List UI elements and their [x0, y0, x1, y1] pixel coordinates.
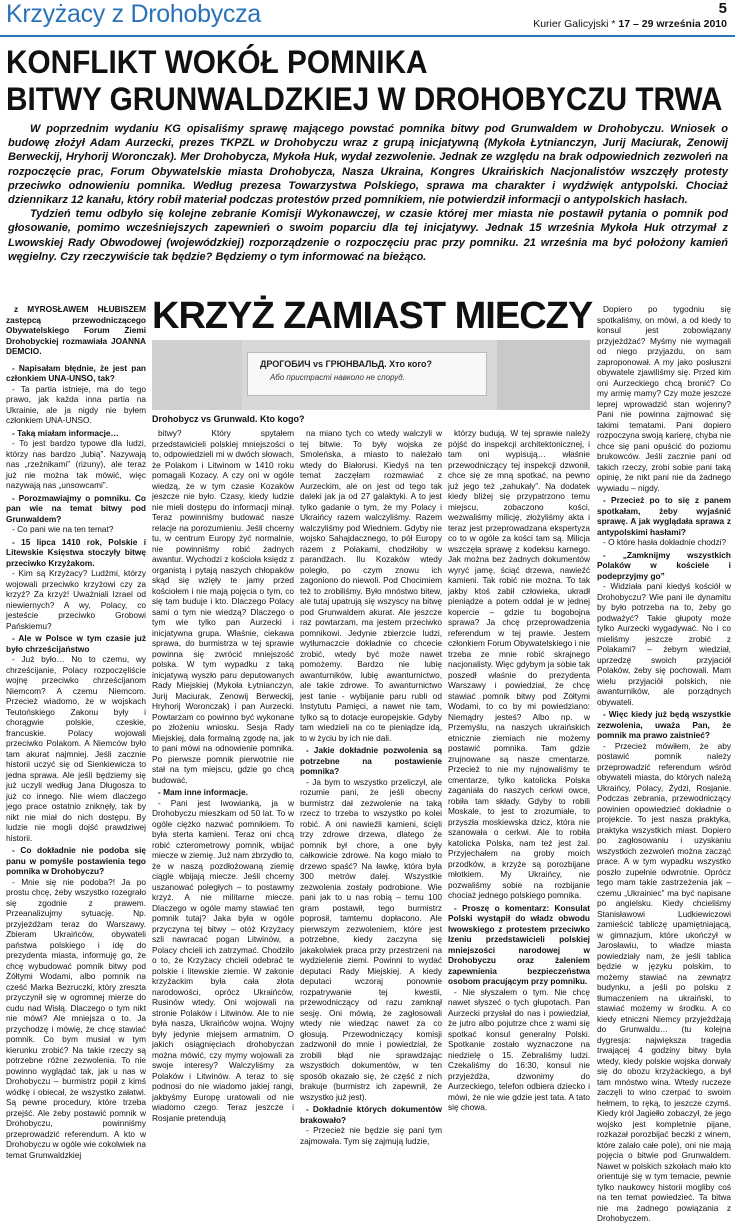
- article-column-5: [597, 304, 731, 1223]
- question: - Więc kiedy już będą wszystkie zezwolenia, uważa Pan, że pomnik ma prawo zaistnieć?: [597, 709, 731, 740]
- paragraph: - Nie słyszałem o tym. Nie chcę nawet słyszeć o tych głupotach. Pan Aurzecki przysłał do nas i powiedział, że jutro albo pojutrze chce z wami się spotkać konsul generalny Polski. Spotkanie zostało wyznaczone na niedzielę o 15. Zebraliśmy ludzi. Czekaliśmy do 16:30, konsul nie przyjeżdża, dzwonimy do Aurzeckiego, telefon odbiera dziecko i mówi, że nie wie gdzie jest tata. A tato się chowa.: [448, 986, 590, 1112]
- answer: - Mnie się nie podoba?! Ja po prostu chcę, żeby wszystko rozegrało się zgodnie z prawem. Przeanalizujmy sytuację. Np. przyjeżdżam teraz do Warszawy. Zbieram Ukraińców, obywateli państwa polskiego i idę do prezydenta miasta, informuję go, że chcę wybudować pomnik bitwy pod Żółtymi Wodami, albo pomnik na cześć Marka Bezruczki, który zreszta przyczynił się w ogromnej mierze do cudu nad Wisłą. Dlaczego o tym nikt nie mówi? Ale mniejsza o to. Ja przychodzę i mówię, że chcę stawiać pomnik. Co bym musiał w tym kierunku zrobić? Na takie rzeczy są potrzebne różne zezwolenia. To nie powinno wyglądać tak, jak u nas w Drohobyczu – burmistrz popił z kimś wódkę i obiecał, że wszystko załatwi. Są pewne procedury, które trzeba przejść. Ale żeby postawić pomnik w Drohobyczu, powinniśmy przeprowadzić referendum. A kto w Drohobyczu w ogóle wie cokolwiek na temat Grunwaldzkiej: [6, 876, 146, 1160]
- section-title: Krzyżacy z Drohobycza: [6, 0, 261, 28]
- article-column-3: [300, 428, 442, 1146]
- page-number: 5: [718, 0, 727, 17]
- headline-line-1: KONFLIKT WOKÓŁ POMNIKA: [6, 44, 428, 80]
- banner-subtext: Або пристрасті навколо не споруд.: [270, 373, 405, 382]
- headline: [6, 44, 723, 118]
- question: - Taką miałam informacje…: [12, 427, 119, 438]
- lead-p1: W poprzednim wydaniu KG opisaliśmy sprawę mającego powstać pomnika bitwy pod Grunwaldem w Drohobyczu. Wniosek o budowę złożył Adam Aurzecki, prezes TKPZL w Drohobyczu wraz z grupą inicjatywną (Mykoła Łytnianczyn, Jurij Maciurak, Zenowij Berweckij, Hryhorij Woronczak). Mer Drohobycza, Mykoła Huk, wydał zezwolenie. Jednak ze względu na brak odpowiednich zezwoleń na rozpoczęcie prac, Forum Obywatelskie miasta Drohobycza, Nasza Ukraina, Kongres Ukraińskich Nacjonalistów wszczęły protesty przeciwko odnowieniu pomnika. Według prezesa Towarzystwa Polskiego, sprawa ma charakter i wydźwięk antypolski. Chociaż dziennikarz 12 kanału, który robił materiał podczas protestów przed pomnikiem, nie potwierdził informacji o antypolskich hasłach.: [8, 123, 728, 207]
- article-column-1: [6, 304, 146, 1160]
- page-header: [0, 0, 735, 38]
- paragraph: - Pani jest Iwowianką, ja w Drohobyczu mieszkam od 50 lat. To w ogóle ciężko nazwać pomnikiem. To była sterta kamieni. Teraz oni chcą robić czterometrowy pomnik, wbijać miecze w ziemię. Już nam zbrzydło to, że w naszą pozdłożowaną ziemię ciągle wbijają miecze. Jeśli chcemy uszanować poległych – to postawmy krzyż. A nie militarne miecze. Dlaczego w ogóle mamy stawiać ten pomnik tutaj? Jaka była w ogóle przyczyna tej bitwy – otóż Krzyżacy szli nawracać pogan Litwinów, a Polacy chcieli ich zatrzymać. Chodziło o to, że Krzyżacy chcieli odebrać te polskie i litewskie ziemie. W zakonie krzyżackim była cała złota narodowości, oprócz Ukraińców, Rusinów wtedy. Oni wojowali na stronie Polaków i Litwinów. Ale to nie była nasza, Ukraińców wojna. Wojny były jedynie miejsem armatnim. O jakich osiągnięciach drohobyczan można mówić, czy mymy wojowali za swoje interesy? Walczyliśmy za Polaków i Litwinów. A teraz to się podnosi do nie wiadomo jakiej rangi, jakbyśmy Europę uratowali od nie wiadomo czego. Teraz jeszcze i Rosjanie pretendują: [152, 797, 294, 1123]
- answer: - Kim są Krzyżacy? Ludźmi, którzy wojowali przeciwko krzyżowi czy za krzyż? Za krzyż! Uważniali Izrael od niewiernych? A wy, Polacy, co jesteście przeciwko Grobowi Pańskiemu?: [6, 568, 146, 631]
- question: - Ale w Polsce w tym czasie już było chrześcijaństwo: [6, 633, 146, 654]
- question: - „Zamknijmy wszystkich Polaków w kościele i podeprzyjmy go”: [597, 549, 731, 581]
- question: - Co dokładnie nie podoba się panu w pomyśle postawienia tego pomnika w Drohobyczu?: [6, 845, 146, 876]
- lead-p2: Tydzień temu odbyło się kolejne zebranie Komisji Wykonawczej, w czasie której mer miasta nie postawił pytania o pomnik pod głosowanie, pomimo wcześniejszych zapewnień o swoim poparciu dla tej inicjatywy. Jednak 15 września Mykoła Huk otrzymał z Lwowskiej Rady Obwodowej (wojewódzkiej) rozporządzenie o rozpoczęciu prac przy pomniku. 21 września ma być położony kamień węgielny. Czy rzeczywiście tak będzie? Będziemy o tym informować na bieżąco.: [8, 208, 728, 263]
- photo-caption: Drohobycz vs Grunwald. Kto kogo?: [152, 414, 305, 424]
- paragraph: - Ja bym to wszystko przeliczył, ale rozumie pani, że jeśli obecny burmistrz dał zezwolenie na taką rzecz to trzeba to wszystko po kolei robić. A oni nawieźli kamieni, ścięli trzy zdrowe drzewa, dlatego że pomnik był chore, a one były całkowicie zdrowe. Na kogo miało to drzewo spaść? Na ławkę, która była 300 metrów dalej. Wszystkie zezwolenia zostały podrobione. Wie pani jak to u nas robią – temu 100 gram postawił, tego burmistrz poprosił, tamtemu dopłacono. Ale pierwszym zezwoleniem, które jest potrzebne, kiedy zaczyna się jakakolwiek praca przy przestrzeni na wydzielenie ziemi. Powinni to wydać deputaci Rady Miejskiej. A kiedy deputaci wczoraj ponownie rozpatrywanie tej kwestii, przewodniczący od razu zamknął sesję. Oni mówią, że zagłosowali wtedy nie wiedząc nawet za co głosują. Przewodniczący komisji zadzwonił do mnie i powiedział, że zrobili błąd nie sprawdzając wszystkich dokumentów, w ten sposób okazało się, że część z nich brakuje (burmistrz ich zapewnił, że wszystko już jest).: [300, 776, 442, 1102]
- issue-date: 17 – 29 września 2010: [618, 18, 727, 30]
- question: - Mam inne informacje.: [158, 787, 248, 797]
- question: - Napisałam błędnie, że jest pan członkiem UNA-UNSO, tak?: [6, 362, 146, 383]
- article-photo: [152, 340, 590, 410]
- header-rule: [0, 35, 735, 37]
- answer: - To jest bardzo typowe dla ludzi, którzy nas bardzo „lubią”. Nazywają nas „rzeźnikami” (rizuny), ale teraz już nie można tak mówić, więc nazywają nas „unsowcami”.: [6, 438, 146, 490]
- article-column-4: [448, 428, 590, 1112]
- question: - 15 lipca 1410 rok, Polskie i Litewskie Księstwa stoczyły bitwę przeciwko Krzyżakom.: [6, 536, 146, 568]
- answer: - Przecież mówiłem, że aby postawić pomnik należy przeprowadzić referendum wśród obywateli miasta, do których należą Ukraińcy, Polacy, Żydzi, Rosjanie. Podczas zebrania, przewodniczący powinien opowiedzieć dokładnie o projekcie. To jest nasza praktyka, praktyka wszystkich miast. Dopiero po zagłosowaniu i uzyskaniu wszystkich zezwoleń można zacząć prace. A w tym wypadku wszystko poszło zupełnie odwrotnie. Oprócz tego mam takie zastrzeżenia jak – czemu „Ukrainiec” ma być napisane po angielsku. Kiedy chcieliśmy Stanisławowi Ludkiewiczowi zamieścić tabliczę upamiętniającą, w gimnazjum, które ukończył w Jarosławiu, to władze miasta powiedziały nam, że jeśli tablica będzie w języku polskim, to możemy stawiać na zewnątrz budynku, a jeśli po polsku z tłumaczeniem na ukraiński, to stawiać możemy w środku. A co kiedy etniczni Niemcy przyjeżdżają do Grunwaldu… (tu kolejna dygresja: największa tragedia trwającej 4 godziny bitwy była wtedy, kiedy polskie wojska dorwały się do obozu krzyżackiego, a był tam mnóstwo wina. Wtedy ruczeze zaczęli to wino czerpać to swoim hełmem, to ręką, to jeszcze czymś. Kiedy król Jagiełło zobaczył, że jego wojsko jest kompletnie pijane, rozkazał porozbijać beczki z winem, które zalało całe pole), oni nie mają pojęcia o bitwie pod Grunwaldem. Nawet w polskich szkołach mało kto orientuje się w tym temacie, pewnie tylko naukowcy historii mogliby coś na ten temat powiedzieć. Ta bitwa nie ma żadnego powiązania z Drohobyczem.: [597, 740, 731, 1223]
- answer: - Ta partia istnieje, ma do tego prawo, jak każda inna partia na Ukrainie, ale ja nigdy nie byłem członkiem UNA-UNSO.: [6, 383, 146, 425]
- paragraph: którzy budują. W tej sprawie należy pójść do inspekcji architektonicznej, i tam oni wypisują… właśnie przewodniczący tej inspekcji dzwonił, chce się ze mną spotkać, na pewno już jego też „zahukały”. Na dodatek kiedy bliżej się przypatrzono temu miejscu, zobaczono kości, wezwaliśmy milicję, złożyliśmy akta i teraz jest przeprowadzana ekspertyza co to w ogóle za kości tam są. Milicja wszczęła sprawę z kodeksu karnego. Jak można bez żadnych dokumentów wyryć jamę, ściąć drzewa, nawieźć kamieni. Tak robić nie można. To tak jakby ktoś zabił człowieka, ukradł pieniądze a potem oddał je w jednej kopercie – gdzie tu bogobojna sprawa? Ja chcę przeprowadzenia referendum w tej prawie. Jestem członkiem Forum Obywatelskiego i nie trzeba ze mnie robić skrajnego nacjonalisty. Więc gdybym ja sobie tak poszedł właśnie do prezydenta Warszawy i powiedział, że chcę stawiać pomnik bitwy pod Żółtymi Wodami, to co by mi powiedziano: Niemądry jesteś? Albo np. w Przemyślu, na naszych ukraińskich etnicznie ziemiach nie możemy postawić pomnika. Tam gdzie zrujnowane są nasze cmentarze. Przecież to nie my rujnowaliśmy te cmentarze, tylko katolicka Polska zaganiała do naszych cerkwi owce, robiła tam składy. Gdyby to robili Moskale, to jest to zrozumiałe, to przyszła moskiewska dzicz, która nie szanowała o cerkwi. Ale to robiła katolicka Polska, nam też jest żal. Przyjechałem na groby moich przodków, a krzyże są porozbijane młotkiem. My Ukraińcy, nie pozwaliśmy sobie na rozbijanie chociaż jednego polskiego pomnika.: [448, 428, 590, 900]
- answer: - Co pani wie na ten temat?: [12, 524, 114, 534]
- paragraph: Dopiero po tygodniu się spotkaliśmy, on mówi, a od kiedy to konsul jest zobowiązany przyjeżdżać? Myśmy nie wymagali od niego przyjazdu, on sam zaproponował. A my jako posłuszni obywatele zjawiliśmy się. Przed kim oni Aurzeckiego chcą bronić? Co my armię mamy? Czy może jeszcze leprej wprowadzić stan wojenny? Pani nie powinna zajmować się takimi tematami. Pani dopiero rozpoczyna swoją karierę, chyba nie chce się pani opuścić do poziomu brukowców. Jeśli zacznie pani od takich rzeczy, zrobi sobie pani taką opinię, że nikt pani nie da żadnego wywiadu – nigdy.: [597, 304, 731, 493]
- answer: - Już było… No to czemu, wy chrześcijanie, Polacy rozpoczęliście wojnę przeciwko chrześcijanom Niemcom? A czemu Niemcom. Przecież wiadomo, że w wojskach Teutońskiego Zakonu były i chorągwie polskie, czeskie, francuskie. Polacy wojowali przeciwko Polakom. A Niemców było tam akurat najmniej. Jeśli zacznie historii uczyć się od Sienkiewicza to jedna sprawa. Ale jeśli będziemy się już uczyli według Jana Długosza to już co innego. Nie wiem dlaczego jego prace ostatnio zniknęły, tak by nikt nie miał do nich dostępu. By ludzie nie mogli dojść prawdziwej historii.: [6, 654, 146, 843]
- issue-line: Kurier Galicyjski * 17 – 29 września 2010: [533, 18, 727, 30]
- article-column-2: [152, 428, 294, 1123]
- lead-paragraph: [8, 122, 728, 264]
- answer: - Widziała pani kiedyś kościół w Drohobyczu? Wie pani ile dynamitu by było potrzeba na to, żeby go podważyć? Takie głupoty może tylko Aurzecki wygadywać. No i co mieliśmy jeszcze zrobić z Polakami? – żebym wiedział, uprzedzę swoich przyjaciół Polaków, żeby się pochowali. Mam wielu przyjaciół polskich, nie awanturników, ale porządnych obywateli.: [597, 581, 731, 707]
- question: - Jakie dokładnie pozwolenia są potrzebne na postawienie pomnika?: [300, 745, 442, 776]
- interview-intro: z MYROSŁAWEM HŁUBISZEM zastępcą przewodniczącego Obywatelskiego Forum Ziemi Drohobyckiej rozmawiała JOANNA DEMCIO.: [6, 304, 146, 356]
- question: - Przecież po to się z panem spotkałam, żeby wyjaśnić sprawę. A jak wyglądała sprawa z antypolskimi hasłami?: [597, 495, 731, 537]
- article-subhead: KRZYŻ ZAMIAST MIECZY: [152, 295, 593, 337]
- paragraph: bitwy? Który spytałem przedstawicieli polskiej mniejszości o to, odpowiedzieli mi w dwóch słowach, że Polakom i Litwinom w 1410 roku pomagali Kozacy. A czy oni w ogóle wiedzą, że w tym czasie Kozaków jeszcze nie było. Czasy, kiedy ludzie nie mieli dostępu do informacji minął. Teraz powinniśmy budować nasze relacje na porozumieniu. Jeśli chcemy tu, w centrum Europy żyć normalnie, nie powinniśmy robić żadnych awantur. Wychodzi z kościoła księdz z organistą i pytają naszych chłopaków skąd się wzięły te jamy przed kościołem i nie mają pojęcia o tym, co się tam buduje i kto. Dlaczego Polacy sami o tym nie wiedzą? Dlaczego o tym wie tylko pan Aurzecki i inicjatywna grupa. Właśnie, ciekawa sprawa, do burmistrza w tej sprawie powinna się zwrócić mniejszość polska. W tym wypadku z taką inicjatywą wyszło paru deputowanych Rady Miejskiej (Mykoła Łytnianczyn, Jurij Maciurak, Zenowij Berweckij, Hryhorij Woronczak) i pan Aurzecki. Powtarzam co powinno być wykonane po złożeniu wniosku. Sesja Rady Miejskiej, dała formalną zgodę na, jak to pani mówi na odnowienie pomnika. Po pierwsze pomnik pierwotnie nie stał na tym miejscu, gdzie go chcą budować.: [152, 428, 294, 785]
- question: - Porozmawiajmy o pomniku. Co pan wie na temat bitwy pod Grunwaldem?: [6, 492, 146, 524]
- headline-line-2: BITWY GRUNWALDZKIEJ W DROHOBYCZU TRWA: [6, 81, 723, 117]
- answer: - O które hasła dokładnie chodzi?: [603, 537, 727, 547]
- paragraph: - Przecież nie będzie się pani tym zajmowała. Tym się zajmują ludzie,: [300, 1125, 442, 1146]
- question: - Proszę o komentarz: Konsulat Polski wystąpił do władz obwodu lwowskiego z protestem przeciwko Izeniu przedstawicieli polskiej mniejszości narodowej w Drohobyczu oraz żaleniem zapewnienia bezpieczeństwa osobom pracującym przy pomniku.: [448, 902, 590, 986]
- banner-text: ДРОГОБИЧ vs ГРЮНВАЛЬД. Хто кого?: [260, 359, 432, 369]
- question: - Dokładnie których dokumentów brakowało?: [300, 1104, 442, 1125]
- protest-banner: [247, 352, 487, 396]
- paragraph: na miano tych co wtedy walczyli w tej bitwie. To były wojska ze Smoleńska, a miasto to należało wtedy do Białorusi. Kiedyś na ten temat zaczęłam rozmawiać z Aurzeckim, ale on jest od tego tak daleki jak ja od 27 galaktyki. A to jest tylko gadanie o tym, że my Polacy i Ukraińcy razem walczyliśmy. Razem walczyliśmy pod Wiedniem. Gdyby nie wojsko Sahajdacznego, to pół Europy razem z Polakami, chodziłoby w parandżach. Ilu Kozaków wtedy poległo, po czym znowu ich zagoniono do niewoli. Pod Chocimiem też to zrobiliśmy. Było mnóstwo bitew, ale tutaj upatrują się wszyscy na bitwę pod Grunwaldem akurat. Ale jeszcze raz powtarzam, ma jestem przeciwko pomnikowi. Jedynie zbierzcie ludzi, wytłumaczcie dokładnie co chcecie zrobić, wtedy być może nawet pomożemy. Bardzo nie lubię awanturników, lubię awanturnictwo, ale takie zdrowe. To awanturnictwo jest tanie - wybijanie paru rubli od Instytutu Pamięci, a nawet nie tam, tylko są to dotacje europejskie. Gdyby tam wiedzieli na co te pieniądze idą, to w życiu by ich nie dali.: [300, 428, 442, 743]
- paper-name: Kurier Galicyjski: [533, 18, 609, 30]
